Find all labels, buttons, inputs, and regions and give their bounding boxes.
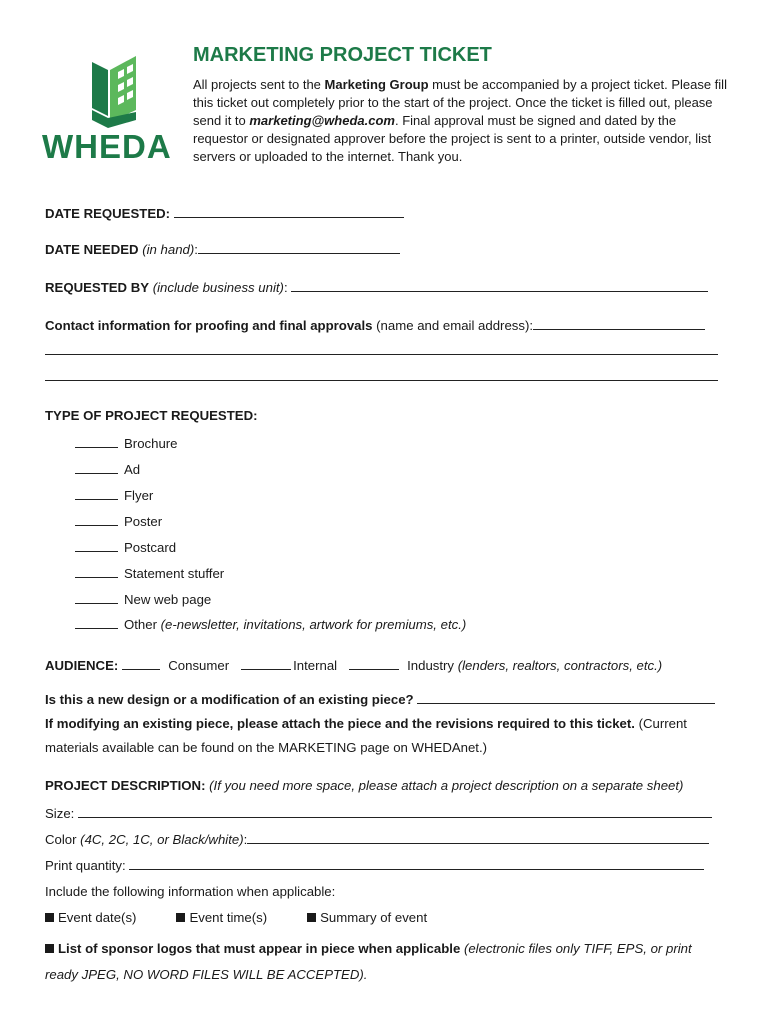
requested-by-row: REQUESTED BY (include business unit): xyxy=(45,278,708,295)
event-summary-item: Summary of event xyxy=(307,910,427,925)
design-question-field[interactable] xyxy=(417,690,715,704)
requested-by-field[interactable] xyxy=(291,278,708,292)
contact-row: Contact information for proofing and final approvals (name and email address): xyxy=(45,316,705,333)
project-type-heading: TYPE OF PROJECT REQUESTED: xyxy=(45,408,258,423)
logo-wordmark: WHEDA xyxy=(42,128,172,165)
page-title: MARKETING PROJECT TICKET xyxy=(193,44,492,66)
audience-internal-blank[interactable] xyxy=(241,656,291,670)
event-dates-item: Event date(s) xyxy=(45,910,136,925)
option-ad[interactable]: Ad xyxy=(75,460,140,477)
option-statement-stuffer[interactable]: Statement stuffer xyxy=(75,564,224,581)
option-postcard[interactable]: Postcard xyxy=(75,538,176,555)
option-other[interactable]: Other (e-newsletter, invitations, artwork for premiums, etc.) xyxy=(75,615,466,632)
date-requested-row: DATE REQUESTED: xyxy=(45,204,404,221)
sponsor-logos-item: List of sponsor logos that must appear in piece when applicable (electronic files only TIFF, EPS, or print ready JPEG, NO WORD FILES WILL BE ACCEPTED). xyxy=(45,941,692,982)
option-brochure[interactable]: Brochure xyxy=(75,434,178,451)
intro-paragraph: All projects sent to the Marketing Group must be accompanied by a project ticket. Please fill this ticket out completely prior to the start of the project. Once the ticket is filled out, please send it to marketing@wheda.com. Final approval must be signed and dated by the requestor or designated approver before the project is sent to a printer, outside vendor, list servers or uploaded to the internet. Thank you. xyxy=(193,77,727,164)
audience-row: AUDIENCE: Consumer Internal Industry (lenders, realtors, contractors, etc.) xyxy=(45,658,663,673)
color-row: Color (4C, 2C, 1C, or Black/white): xyxy=(45,830,709,847)
size-field[interactable] xyxy=(78,804,712,818)
date-requested-field[interactable] xyxy=(174,204,404,218)
design-question-row: Is this a new design or a modification of an existing piece? xyxy=(45,690,715,707)
color-field[interactable] xyxy=(247,830,709,844)
option-flyer[interactable]: Flyer xyxy=(75,486,153,503)
building-icon xyxy=(40,50,190,130)
date-needed-row: DATE NEEDED (in hand): xyxy=(45,240,400,257)
square-bullet-icon xyxy=(307,913,316,922)
option-poster[interactable]: Poster xyxy=(75,512,162,529)
include-items-row xyxy=(45,910,427,925)
date-needed-field[interactable] xyxy=(198,240,400,254)
contact-field[interactable] xyxy=(533,316,705,330)
contact-line-3[interactable] xyxy=(45,380,718,381)
project-description-row: PROJECT DESCRIPTION: (If you need more space, please attach a project description on a separate sheet) xyxy=(45,778,684,793)
email-link[interactable]: marketing@wheda.com xyxy=(249,113,395,128)
print-quantity-row: Print quantity: xyxy=(45,856,704,873)
option-new-web-page[interactable]: New web page xyxy=(75,590,211,607)
include-heading: Include the following information when applicable: xyxy=(45,884,336,899)
wheda-logo xyxy=(40,50,190,165)
contact-line-2[interactable] xyxy=(45,354,718,355)
audience-industry-blank[interactable] xyxy=(349,656,399,670)
audience-consumer-blank[interactable] xyxy=(122,656,160,670)
event-times-item: Event time(s) xyxy=(176,910,267,925)
print-quantity-field[interactable] xyxy=(129,856,704,870)
square-bullet-icon xyxy=(45,944,54,953)
square-bullet-icon xyxy=(45,913,54,922)
size-row: Size: xyxy=(45,804,712,821)
modify-instructions: If modifying an existing piece, please attach the piece and the revisions required to this ticket. (Current materials available can be found on the MARKETING page on WHEDAnet.) xyxy=(45,716,687,755)
square-bullet-icon xyxy=(176,913,185,922)
